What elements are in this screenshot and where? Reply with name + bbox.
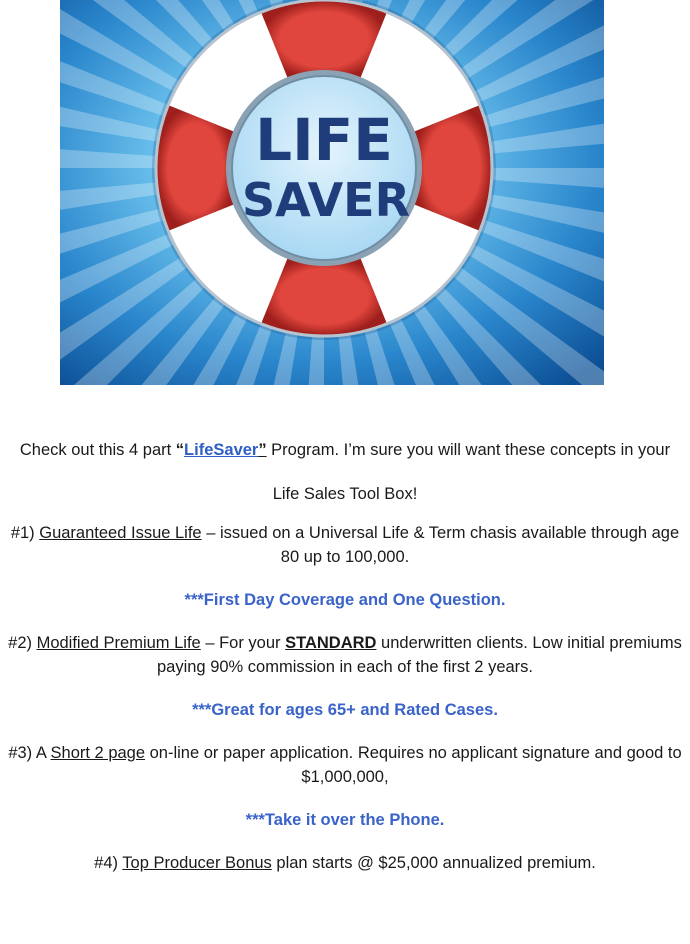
item-2-term: Modified Premium Life bbox=[36, 634, 201, 652]
close-quote: ” bbox=[258, 441, 267, 459]
item-3 bbox=[0, 741, 690, 789]
item-2-text: – For your bbox=[200, 634, 286, 652]
document-body bbox=[0, 438, 690, 894]
intro-paragraph bbox=[0, 438, 690, 462]
life-ring-icon bbox=[152, 0, 496, 340]
item-1-highlight: ***First Day Coverage and One Question. bbox=[184, 591, 506, 609]
logo-word-saver: SAVER bbox=[241, 173, 411, 227]
intro-text-end: Program. I’m sure you will want these concepts in your bbox=[266, 441, 671, 459]
item-2-highlight: ***Great for ages 65+ and Rated Cases. bbox=[192, 701, 498, 719]
item-2-text-end: underwritten clients. Low initial premiums paying 90% commission in each of the first 2 years. bbox=[156, 634, 682, 676]
item-2-standard: STANDARD bbox=[285, 634, 377, 652]
item-2-number: #2) bbox=[8, 634, 37, 652]
intro-text: Check out this 4 part bbox=[19, 441, 176, 459]
toolbox-line: Life Sales Tool Box! bbox=[272, 485, 418, 503]
lifesaver-link[interactable]: LifeSaver bbox=[184, 441, 259, 459]
item-1-term: Guaranteed Issue Life bbox=[39, 524, 202, 542]
item-3-term: Short 2 page bbox=[50, 744, 146, 762]
item-4-term: Top Producer Bonus bbox=[122, 854, 272, 872]
item-1-number: #1) bbox=[10, 524, 40, 542]
item-3-text: on-line or paper application. Requires no applicant signature and good to $1,000,000, bbox=[145, 744, 682, 786]
lifesaver-hero-image bbox=[60, 0, 604, 385]
item-3-number: #3) A bbox=[8, 744, 51, 762]
item-2 bbox=[0, 631, 690, 679]
lifesaver-illustration bbox=[60, 0, 604, 385]
item-4-number: #4) bbox=[94, 854, 123, 872]
item-1 bbox=[0, 521, 690, 569]
item-3-highlight: ***Take it over the Phone. bbox=[245, 811, 445, 829]
item-1-text: – issued on a Universal Life & Term chasis available through age 80 up to 100,000. bbox=[201, 524, 680, 566]
logo-word-life: LIFE bbox=[255, 106, 393, 174]
open-quote: “ bbox=[175, 441, 185, 459]
item-4-text: plan starts @ $25,000 annualized premium. bbox=[271, 854, 596, 872]
item-4 bbox=[0, 851, 690, 875]
